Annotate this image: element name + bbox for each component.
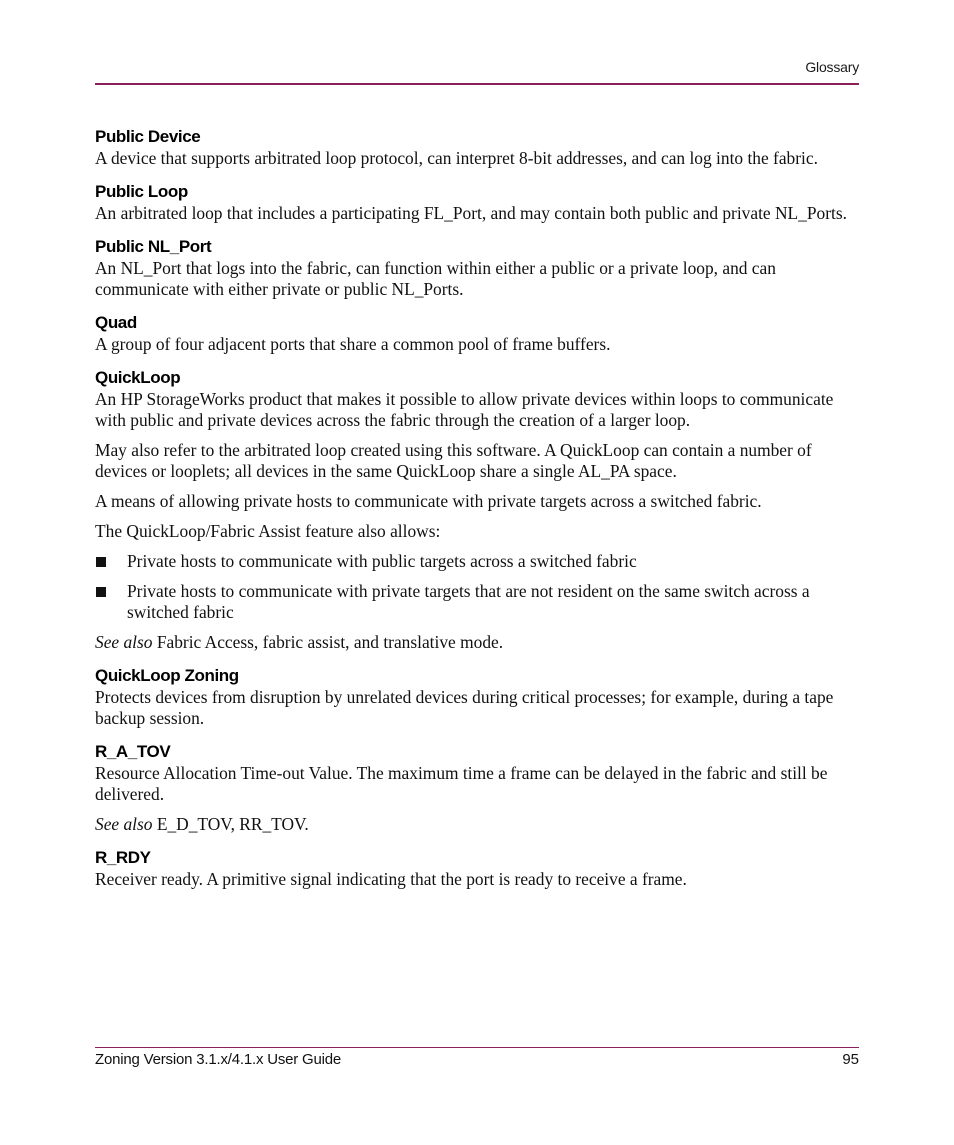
definition-paragraph: A means of allowing private hosts to communicate with private targets across a switched fabric. <box>95 491 762 511</box>
square-bullet-icon <box>96 557 106 567</box>
glossary-entry-public-device <box>95 126 865 169</box>
see-also-line <box>95 632 865 653</box>
glossary-entry-public-loop <box>95 181 865 224</box>
see-also-text: Fabric Access, fabric assist, and translative mode. <box>152 632 504 652</box>
bullet-item <box>95 551 865 572</box>
definition-paragraph: Resource Allocation Time-out Value. The maximum time a frame can be delayed in the fabric and still be delivered. <box>95 763 828 804</box>
bullet-text: Private hosts to communicate with public targets across a switched fabric <box>127 551 637 571</box>
footer-document-title: Zoning Version 3.1.x/4.1.x User Guide <box>95 1051 342 1068</box>
glossary-entry-public-nl-port <box>95 236 865 300</box>
glossary-term: QuickLoop <box>95 368 181 387</box>
header-rule <box>95 83 859 85</box>
definition-paragraph: Protects devices from disruption by unrelated devices during critical processes; for example, during a tape backup session. <box>95 687 834 728</box>
definition-paragraph: The QuickLoop/Fabric Assist feature also allows: <box>95 521 441 541</box>
glossary-term: R_A_TOV <box>95 742 171 761</box>
see-also-label: See also <box>95 814 153 834</box>
glossary-term: QuickLoop Zoning <box>95 666 239 685</box>
glossary-term: Public Loop <box>95 182 188 201</box>
glossary-term: Public NL_Port <box>95 237 212 256</box>
definition-paragraph: Receiver ready. A primitive signal indicating that the port is ready to receive a frame. <box>95 869 687 889</box>
square-bullet-icon <box>96 587 106 597</box>
glossary-term: Quad <box>95 313 137 332</box>
see-also-label: See also <box>95 632 153 652</box>
definition-paragraph: May also refer to the arbitrated loop created using this software. A QuickLoop can contain a number of devices or looplets; all devices in the same QuickLoop share a single AL_PA space. <box>95 440 812 481</box>
glossary-term: R_RDY <box>95 848 151 867</box>
glossary-term: Public Device <box>95 127 201 146</box>
glossary-entry-quickloop-zoning <box>95 665 865 729</box>
definition-paragraph: A group of four adjacent ports that share a common pool of frame buffers. <box>95 334 611 354</box>
running-header: Glossary <box>805 59 859 75</box>
definition-paragraph: An HP StorageWorks product that makes it possible to allow private devices within loops to communicate with public and private devices across the fabric through the creation of a larger loop. <box>95 389 834 430</box>
glossary-entry-r-a-tov <box>95 741 865 835</box>
bullet-list <box>95 551 865 623</box>
definition-paragraph: An arbitrated loop that includes a participating FL_Port, and may contain both public and private NL_Ports. <box>95 203 847 223</box>
bullet-text: Private hosts to communicate with private targets that are not resident on the same switch across a switched fabric <box>127 581 810 622</box>
definition-paragraph: A device that supports arbitrated loop protocol, can interpret 8-bit addresses, and can log into the fabric. <box>95 148 818 168</box>
glossary-entry-quickloop <box>95 367 865 653</box>
bullet-item <box>95 581 865 623</box>
glossary-entry-r-rdy <box>95 847 865 890</box>
see-also-line <box>95 814 865 835</box>
glossary-entry-quad <box>95 312 865 355</box>
definition-paragraph: An NL_Port that logs into the fabric, can function within either a public or a private loop, and can communicate with either private or public NL_Ports. <box>95 258 776 299</box>
see-also-text: E_D_TOV, RR_TOV. <box>152 814 309 834</box>
glossary-content <box>95 126 865 902</box>
footer-rule <box>95 1047 859 1048</box>
page-number: 95 <box>842 1051 859 1068</box>
